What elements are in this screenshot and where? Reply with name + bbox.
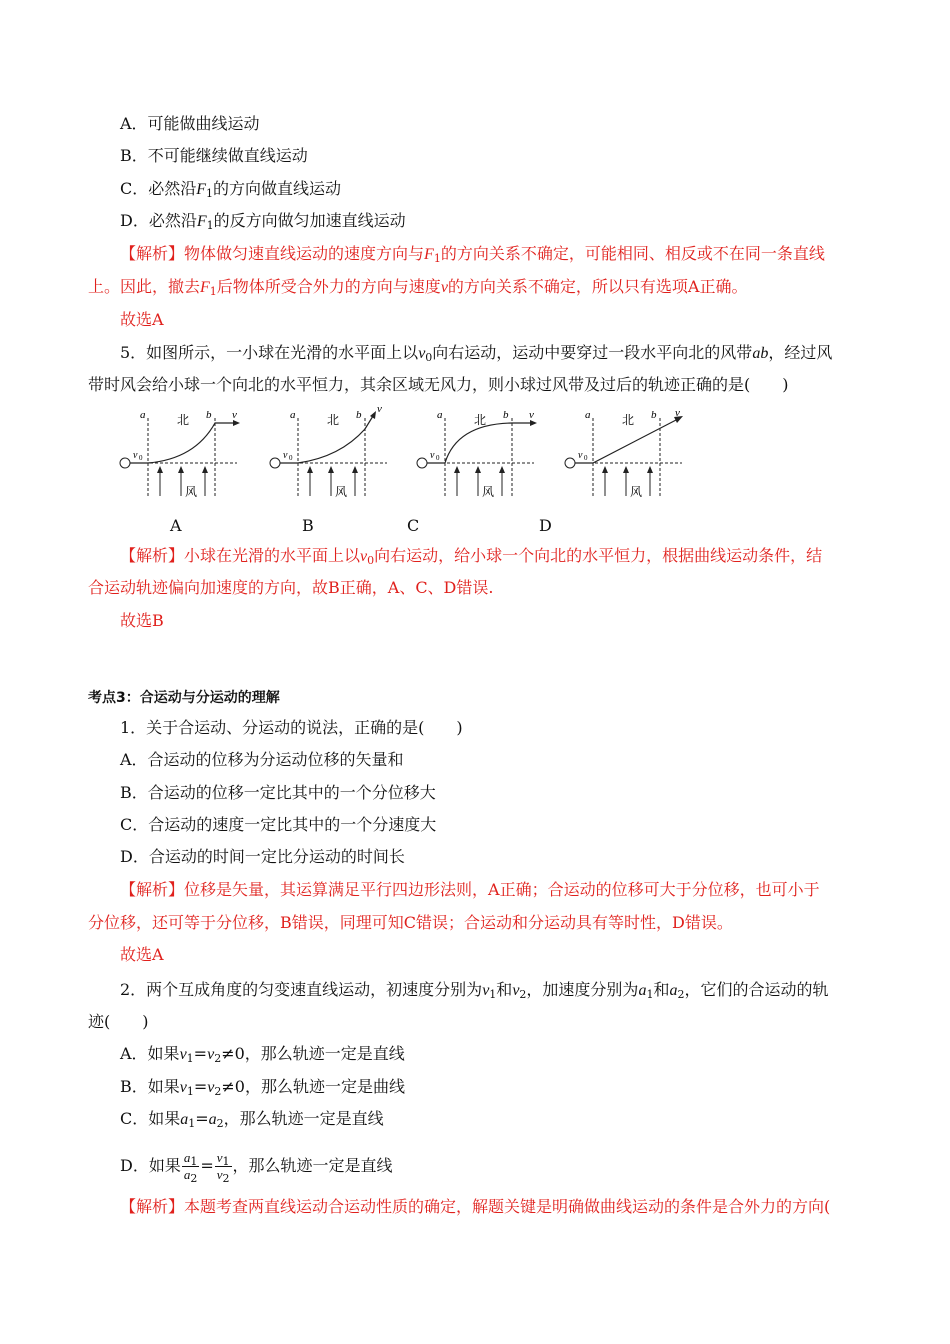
svg-text:v: v xyxy=(529,409,534,421)
q5-stem-line2: 带时风会给小球一个向北的水平恒力，其余区域无风力，则小球过风带及过后的轨迹正确的是( ) xyxy=(88,375,789,394)
q4-option-d: D．必然沿$F_1$的反方向做匀加速直线运动 xyxy=(120,211,406,232)
svg-text:v: v xyxy=(430,450,435,461)
diagram-label-a: A xyxy=(170,516,182,535)
s3q1-option-b: B．合运动的位移一定比其中的一个分位移大 xyxy=(120,783,436,802)
trajectory-diagram-d xyxy=(560,404,690,500)
q4-option-c: C．必然沿$F_1$的方向做直线运动 xyxy=(120,179,342,200)
q5-analysis-line1: 【解析】小球在光滑的水平面上以$v_0$向右运动，给小球一个向北的水平恒力，根据曲线运动条件，结 xyxy=(120,546,823,567)
diagram-label-d: D xyxy=(539,516,552,535)
svg-text:北: 北 xyxy=(327,413,340,427)
q4-option-a: A．可能做曲线运动 xyxy=(120,114,260,133)
svg-text:a: a xyxy=(437,409,443,421)
svg-text:风: 风 xyxy=(185,485,198,499)
s3q2-option-a: A．如果$v_1=v_2\ne 0$，那么轨迹一定是直线 xyxy=(120,1044,405,1065)
svg-text:v: v xyxy=(377,404,382,415)
s3q1-answer: 故选A xyxy=(120,945,164,964)
svg-text:b: b xyxy=(206,409,212,421)
s3q2-option-d: D．如果 $\frac{a_1}{a_2}$ = $\frac{v_1}{v_2}$ ，那么轨迹一定是直线 xyxy=(120,1150,393,1185)
s3q1-option-c: C．合运动的速度一定比其中的一个分速度大 xyxy=(120,815,437,834)
svg-text:北: 北 xyxy=(622,413,635,427)
svg-text:b: b xyxy=(356,409,362,421)
s3q2-stem-line1: 2．两个互成角度的匀变速直线运动，初速度分别为$v_1$和$v_2$，加速度分别为$a_1$和$a_2$，它们的合运动的轨 xyxy=(120,980,829,1001)
svg-text:v: v xyxy=(578,450,583,461)
q4-analysis-line2: 上。因此，撤去$F_1$后物体所受合外力的方向与速度v的方向关系不确定，所以只有选项A正确。 xyxy=(88,277,748,298)
s3q2-stem-line2: 迹( ) xyxy=(88,1012,149,1031)
s3q2-analysis: 【解析】本题考查两直线运动合运动性质的确定，解题关键是明确做曲线运动的条件是合外力的方向( xyxy=(120,1197,831,1216)
q4-option-b: B．不可能继续做直线运动 xyxy=(120,146,308,165)
svg-text:风: 风 xyxy=(482,485,495,499)
s3q1-analysis-line1: 【解析】位移是矢量，其运算满足平行四边形法则，A正确；合运动的位移可大于分位移，也可小于 xyxy=(120,880,820,899)
svg-text:v: v xyxy=(675,407,680,419)
q4-analysis-line1: 【解析】物体做匀速直线运动的速度方向与$F_1$的方向关系不确定，可能相同、相反或不在同一条直线 xyxy=(120,244,825,265)
svg-text:北: 北 xyxy=(474,413,487,427)
trajectory-diagram-b xyxy=(265,404,395,500)
svg-text:0: 0 xyxy=(436,454,440,462)
svg-text:a: a xyxy=(290,409,296,421)
svg-text:风: 风 xyxy=(335,485,348,499)
svg-text:a: a xyxy=(585,409,591,421)
s3q2-option-c: C．如果$a_1=a_2$，那么轨迹一定是直线 xyxy=(120,1109,384,1130)
q5-stem-line1: 5．如图所示，一小球在光滑的水平面上以$v_0$向右运动，运动中要穿过一段水平向北的风带ab，经过风 xyxy=(120,343,833,364)
svg-text:a: a xyxy=(140,409,146,421)
svg-text:0: 0 xyxy=(139,454,143,462)
s3q1-option-d: D．合运动的时间一定比分运动的时间长 xyxy=(120,847,405,866)
svg-text:v: v xyxy=(133,450,138,461)
svg-text:0: 0 xyxy=(584,454,588,462)
trajectory-diagram-c xyxy=(412,404,542,500)
s3q1-stem: 1．关于合运动、分运动的说法，正确的是( ) xyxy=(120,718,463,737)
section-heading: 考点3：合运动与分运动的理解 xyxy=(88,690,280,706)
svg-text:v: v xyxy=(232,409,237,421)
s3q1-option-a: A．合运动的位移为分运动位移的矢量和 xyxy=(120,750,404,769)
svg-text:北: 北 xyxy=(177,413,190,427)
svg-text:0: 0 xyxy=(289,454,293,462)
fraction-a1-a2: $\frac{a_1}{a_2}$ xyxy=(183,1150,198,1185)
svg-text:b: b xyxy=(651,409,657,421)
diagram-label-b: B xyxy=(302,516,314,535)
q5-answer: 故选B xyxy=(120,611,164,630)
svg-text:风: 风 xyxy=(630,485,643,499)
svg-text:v: v xyxy=(283,450,288,461)
q5-analysis-line2: 合运动轨迹偏向加速度的方向，故B正确，A、C、D错误. xyxy=(88,578,494,597)
s3q2-option-b: B．如果$v_1=v_2\ne 0$，那么轨迹一定是曲线 xyxy=(120,1077,405,1098)
svg-text:b: b xyxy=(503,409,509,421)
diagram-label-c: C xyxy=(407,516,420,535)
fraction-v1-v2: $\frac{v_1}{v_2}$ xyxy=(216,1150,230,1185)
s3q1-analysis-line2: 分位移，还可等于分位移，B错误，同理可知C错误；合运动和分运动具有等时性，D错误。 xyxy=(88,913,733,932)
q4-answer: 故选A xyxy=(120,310,164,329)
trajectory-diagram-a xyxy=(115,404,245,500)
